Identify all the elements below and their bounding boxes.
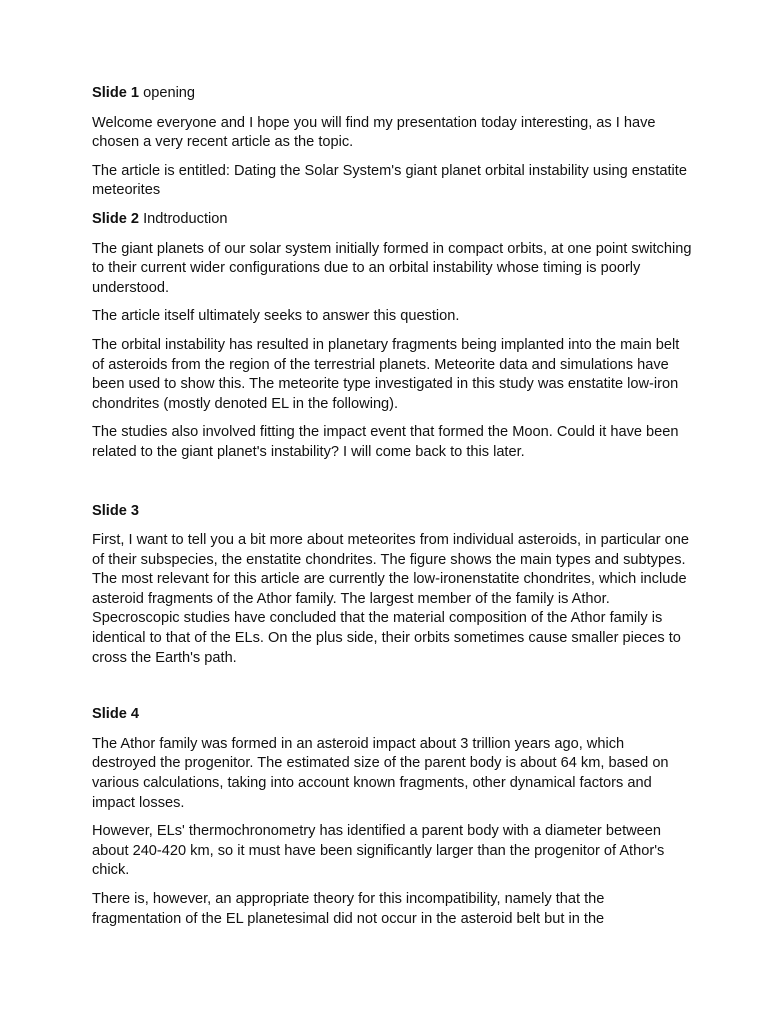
document-page (92, 84, 692, 938)
slide-title: opening (139, 85, 196, 101)
slide-label: Slide 1 (92, 85, 140, 101)
slide-label: Slide 2 (92, 210, 140, 227)
paragraph: However, ELs' thermochronometry has identified a parent body with a diameter between about 240-420 km, so it must have been significantly larger than the progenitor of Athor's chick. (92, 823, 665, 879)
paragraph: The article is entitled: Dating the Solar System's giant planet orbital instability using enstatite meteorites (92, 162, 687, 199)
slide-2-section (92, 210, 692, 463)
slide-3-heading (92, 502, 692, 522)
slide-4-heading (92, 705, 692, 725)
paragraph: The article itself ultimately seeks to answer this question. (92, 308, 460, 325)
slide-2-heading (92, 210, 692, 230)
blank-line (92, 677, 692, 705)
paragraph: The orbital instability has resulted in planetary fragments being implanted into the main belt of asteroids from the region of the terrestrial planets. Meteorite data and simulations have been used to show this. The meteorite type investigated in this study was enstatite low-iron chondrites (mostly denoted EL in the following). (92, 336, 680, 412)
slide-4-section (92, 705, 692, 929)
paragraph: First, I want to tell you a bit more about meteorites from individual asteroids, in particular one of their subspecies, the enstatite chondrites. The figure shows the main types and subtypes. The most relevant for this article are currently the low-ironenstatite chondrites, which include asteroid fragments of the Athor family. The largest member of the family is Athor. Specroscopic studies have concluded that the material composition of the Athor family is identical to that of the ELs. On the plus side, their orbits sometimes cause smaller pieces to cross the Earth's path. (92, 532, 689, 666)
slide-1-heading (92, 84, 692, 104)
paragraph: The studies also involved fitting the impact event that formed the Moon. Could it have been related to the giant planet's instability? I will come back to this later. (92, 424, 679, 460)
slide-3-section (92, 502, 692, 669)
paragraph: There is, however, an appropriate theory for this incompatibility, namely that the fragmentation of the EL planetesimal did not occur in the asteroid belt but in the (92, 891, 605, 927)
slide-title: Indtroduction (139, 210, 228, 227)
slide-label: Slide 4 (92, 706, 140, 723)
paragraph: The giant planets of our solar system initially formed in compact orbits, at one point switching to their current wider configurations due to an orbital instability whose timing is poorly understood. (92, 240, 692, 296)
blank-line (92, 472, 692, 502)
paragraph: Welcome everyone and I hope you will find my presentation today interesting, as I have chosen a very recent article as the topic. (92, 114, 656, 151)
slide-label: Slide 3 (92, 502, 140, 519)
slide-1-section (92, 84, 692, 201)
paragraph: The Athor family was formed in an asteroid impact about 3 trillion years ago, which destroyed the progenitor. The estimated size of the parent body is about 64 km, based on various calculations, taking into account known fragments, other dynamical factors and impact losses. (92, 735, 669, 811)
